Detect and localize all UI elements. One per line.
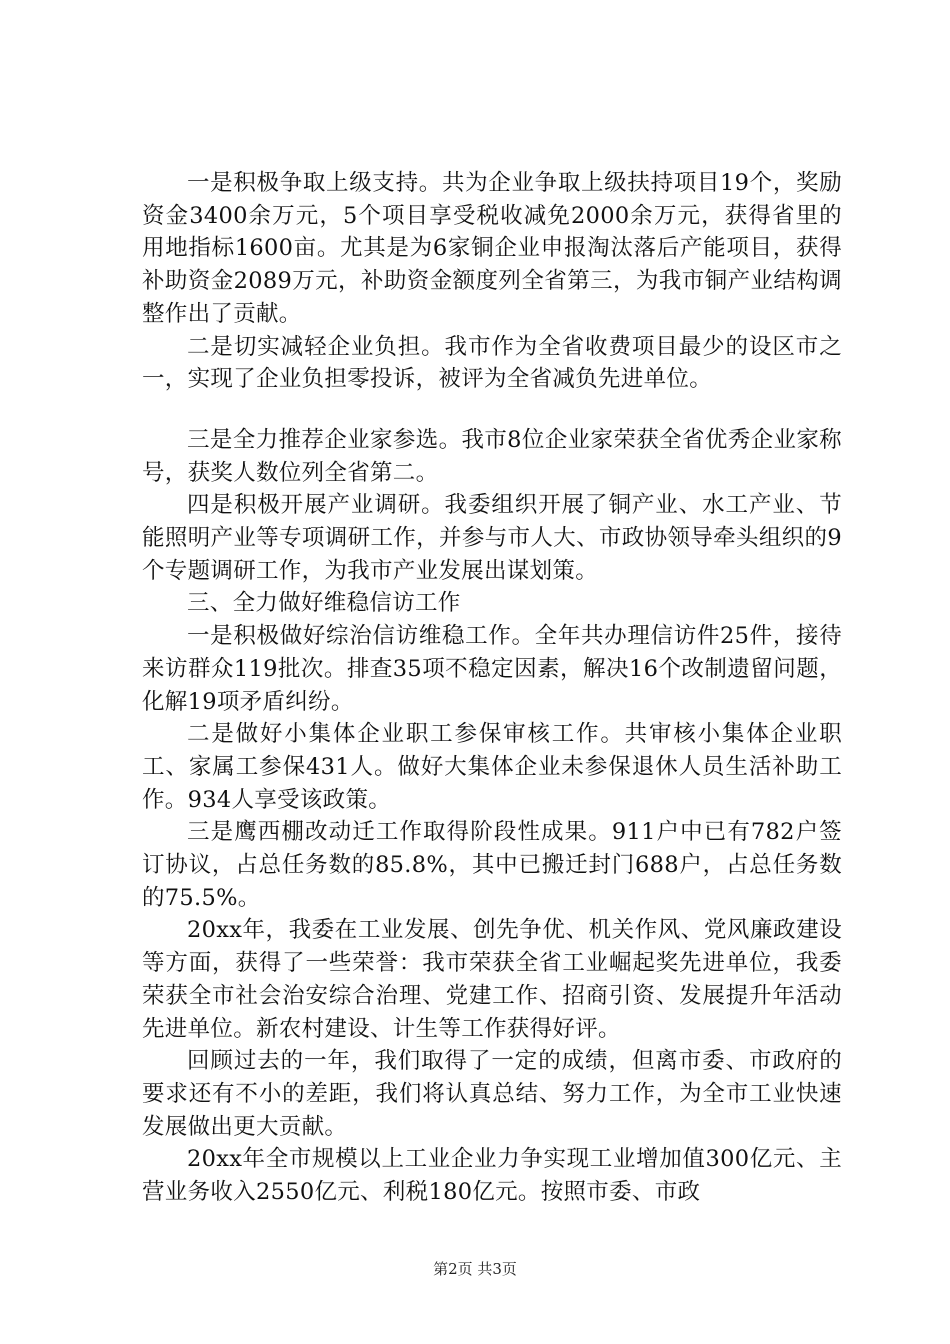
- paragraph-5: 一是积极做好综治信访维稳工作。全年共办理信访件25件，接待来访群众119批次。排查35项不稳定因素，解决16个改制遗留问题，化解19项矛盾纠纷。: [142, 623, 842, 715]
- paragraph-1: 一是积极争取上级支持。共为企业争取上级扶持项目19个，奖励资金3400余万元，5个项目享受税收减免2000余万元，获得省里的用地指标1600亩。尤其是为6家铜企业申报淘汰落后产能项目，获得补助资金2089万元，补助资金额度列全省第三，为我市铜产业结构调整作出了贡献。: [142, 170, 842, 327]
- paragraph-6: 二是做好小集体企业职工参保审核工作。共审核小集体企业职工、家属工参保431人。做好大集体企业未参保退休人员生活补助工作。934人享受该政策。: [142, 721, 842, 813]
- document-body: [142, 167, 842, 1209]
- paragraph-8: 20xx年，我委在工业发展、创先争优、机关作风、党风廉政建设等方面，获得了一些荣誉：我市荣获全省工业崛起奖先进单位，我委荣获全市社会治安综合治理、党建工作、招商引资、发展提升年活动先进单位。新农村建设、计生等工作获得好评。: [142, 917, 842, 1042]
- section-heading: 三、全力做好维稳信访工作: [187, 590, 461, 617]
- paragraph-9: 回顾过去的一年，我们取得了一定的成绩，但离市委、市政府的要求还有不小的差距，我们将认真总结、努力工作，为全市工业快速发展做出更大贡献。: [142, 1048, 842, 1140]
- paragraph-4: 四是积极开展产业调研。我委组织开展了铜产业、水工产业、节能照明产业等专项调研工作，并参与市人大、市政协领导牵头组织的9个专题调研工作，为我市产业发展出谋划策。: [142, 492, 842, 584]
- paragraph-10: 20xx年全市规模以上工业企业力争实现工业增加值300亿元、主营业务收入2550亿元、利税180亿元。按照市委、市政: [142, 1146, 842, 1206]
- page-footer: 第2页 共3页: [433, 1260, 517, 1278]
- paragraph-3: 三是全力推荐企业家参选。我市8位企业家荣获全省优秀企业家称号，获奖人数位列全省第二。: [142, 426, 842, 486]
- paragraph-2: 二是切实减轻企业负担。我市作为全省收费项目最少的设区市之一，实现了企业负担零投诉，被评为全省减负先进单位。: [142, 333, 842, 393]
- paragraph-7: 三是鹰西棚改动迁工作取得阶段性成果。911户中已有782户签订协议，占总任务数的85.8%，其中已搬迁封门688户，占总任务数的75.5%。: [142, 819, 842, 911]
